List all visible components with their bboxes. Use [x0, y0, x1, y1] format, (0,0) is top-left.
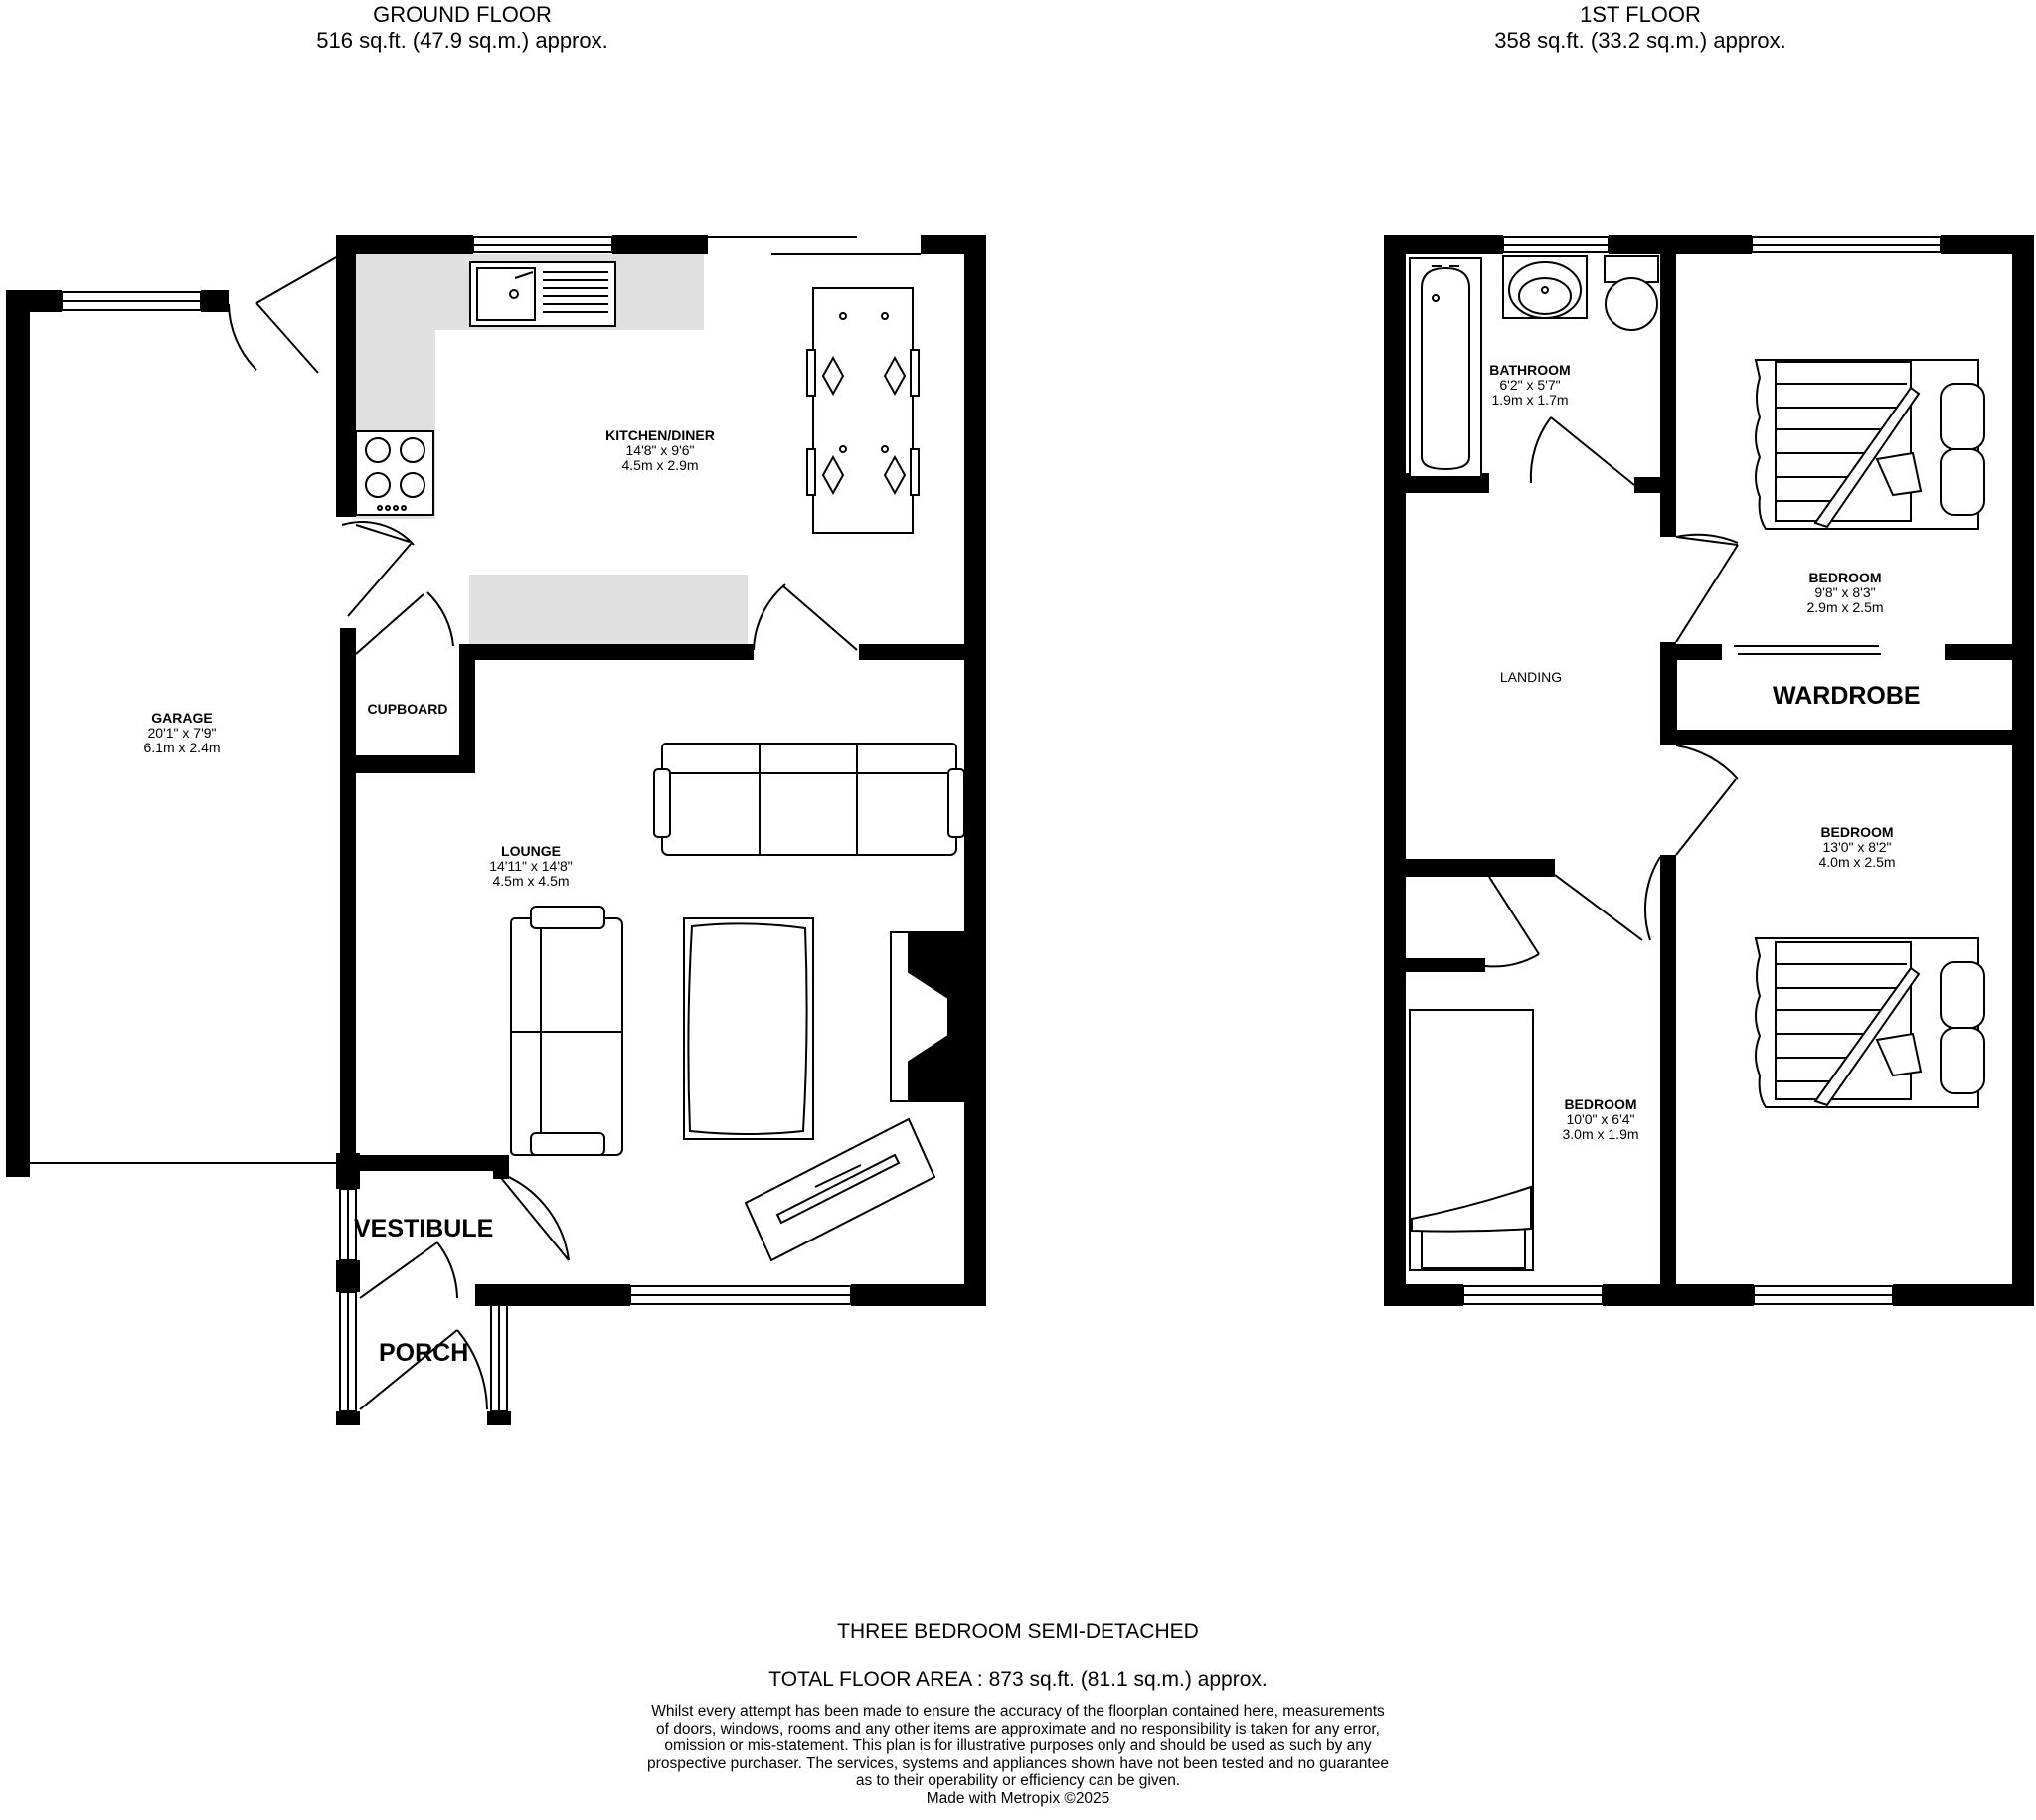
garage-window [62, 292, 201, 310]
room-name: BATHROOM [1489, 362, 1571, 378]
room-name: GARAGE [151, 710, 213, 726]
bathroom-door [1531, 417, 1634, 485]
garage-side-door [229, 256, 338, 373]
room-metric: 3.0m x 1.9m [1562, 1126, 1639, 1142]
room-imperial: 10'0" x 6'4" [1566, 1111, 1635, 1127]
room-label-porch [379, 1339, 468, 1368]
disclaimer-line: prospective purchaser. The services, systems and appliances shown have not been tested and no guarantee [647, 1754, 1389, 1772]
rug-icon [684, 918, 813, 1139]
patio-door [708, 237, 921, 254]
room-imperial: 13'0" x 8'2" [1822, 839, 1892, 855]
room-label-bedroom-1 [1766, 571, 1925, 615]
room-name: VESTIBULE [354, 1215, 494, 1242]
sofa-icon [654, 744, 964, 855]
armchair-sofa-icon [511, 907, 622, 1155]
room-name: WARDROBE [1773, 682, 1921, 710]
room-imperial: 14'11" x 14'8" [489, 858, 573, 874]
room-label-garage [102, 711, 261, 755]
disclaimer-line: Whilst every attempt has been made to ensure the accuracy of the floorplan contained here, measurements [651, 1703, 1385, 1720]
double-bed-icon-1 [1756, 360, 1984, 529]
cooker-hob-icon [356, 431, 433, 515]
double-bed-icon-2 [1756, 938, 1984, 1107]
dining-table-icon [807, 288, 919, 533]
room-label-bathroom [1450, 363, 1610, 408]
single-bed-icon [1410, 1010, 1533, 1270]
disclaimer-line: omission or mis-statement. This plan is for illustrative purposes only and should be used as such by any [664, 1737, 1372, 1754]
room-metric: 2.9m x 2.5m [1806, 599, 1884, 615]
total-floor-area: TOTAL FLOOR AREA : 873 sq.ft. (81.1 sq.m.) approx. [768, 1668, 1268, 1691]
disclaimer-line: of doors, windows, rooms and any other items are approximate and no responsibility is taken for any error, [655, 1720, 1380, 1737]
room-name: KITCHEN/DINER [605, 427, 715, 443]
ground-floor-area: 516 sq.ft. (47.9 sq.m.) approx. [316, 28, 608, 53]
room-name: BEDROOM [1564, 1096, 1637, 1112]
first-floor-area: 358 sq.ft. (33.2 sq.m.) approx. [1494, 28, 1786, 53]
first-floor-name: 1ST FLOOR [1580, 2, 1701, 27]
room-name: CUPBOARD [367, 701, 448, 717]
ground-floor-name: GROUND FLOOR [373, 2, 552, 27]
room-label-cupboard [356, 702, 459, 717]
room-label-vestibule [354, 1215, 493, 1243]
room-metric: 6.1m x 2.4m [143, 740, 221, 755]
lounge-window [630, 1286, 851, 1304]
room-metric: 4.5m x 4.5m [492, 873, 570, 889]
tv-unit-icon [746, 1119, 934, 1260]
property-subtitle: THREE BEDROOM SEMI-DETACHED [837, 1620, 1199, 1643]
room-label-landing [1471, 670, 1591, 685]
room-imperial: 14'8" x 9'6" [625, 442, 695, 458]
room-imperial: 9'8" x 8'3" [1814, 584, 1876, 600]
room-metric: 4.5m x 2.9m [621, 457, 699, 473]
basin-icon [1503, 256, 1587, 318]
toilet-icon [1605, 256, 1658, 330]
room-imperial: 20'1" x 7'9" [147, 725, 217, 741]
room-label-bedroom-2 [1778, 825, 1937, 870]
room-name: LANDING [1499, 669, 1563, 685]
disclaimer-line: as to their operability or efficiency can be given. [855, 1772, 1181, 1789]
room-metric: 4.0m x 2.5m [1818, 854, 1896, 870]
kitchen-sink-icon [470, 262, 615, 326]
room-name: PORCH [379, 1339, 469, 1367]
disclaimer [511, 1703, 1525, 1807]
room-imperial: 6'2" x 5'7" [1499, 377, 1561, 393]
room-name: BEDROOM [1820, 824, 1894, 840]
bedroom-doors [1485, 535, 1738, 967]
room-label-kitchen-diner [581, 428, 740, 473]
kitchen-window [473, 237, 612, 252]
room-label-wardrobe [1773, 682, 1921, 711]
room-name: BEDROOM [1808, 570, 1882, 585]
room-label-lounge [451, 844, 610, 889]
room-name: LOUNGE [501, 843, 561, 859]
room-label-bedroom-3 [1521, 1097, 1680, 1142]
ground-floor-plan [6, 235, 986, 1425]
first-floor-heading [1432, 2, 1849, 54]
fireplace-icon [891, 932, 964, 1101]
metropix-credit: Made with Metropix ©2025 [926, 1789, 1110, 1807]
ground-floor-heading [249, 2, 676, 54]
room-metric: 1.9m x 1.7m [1491, 392, 1569, 408]
